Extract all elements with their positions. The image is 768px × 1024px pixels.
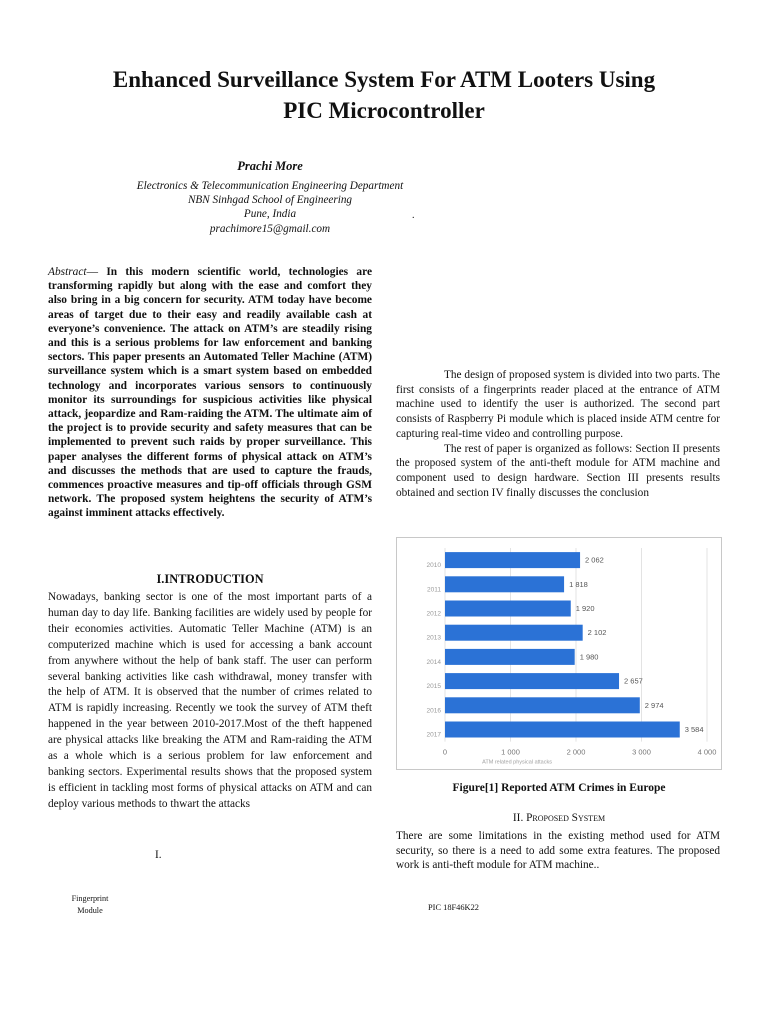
x-tick-label: 2 000 <box>566 747 586 757</box>
bar <box>445 601 571 617</box>
abstract <box>48 265 372 521</box>
bar <box>445 649 575 665</box>
affiliation-email: prachimore15@gmail.com <box>209 222 331 235</box>
bar <box>445 722 680 738</box>
introduction-body <box>48 590 372 813</box>
bar <box>445 576 564 592</box>
fingerprint-label-line-1: Fingerprint <box>71 894 109 903</box>
chart-svg <box>397 538 721 769</box>
organization-paragraph: The rest of paper is organized as follows: Section II presents the proposed system of the anti-theft module for ATM machine and component used to design hardware. Section III presents results obtained and section IV finally discusses the conclusion <box>396 442 720 499</box>
author-name: Prachi More <box>237 159 303 173</box>
y-tick-label: 2012 <box>426 610 441 618</box>
y-tick-label: 2010 <box>426 562 441 570</box>
section-2-body: There are some limitations in the existing method used for ATM security, so there is a need to add some extra features. The proposed work is anti-theft module for ATM machine.. <box>396 830 720 872</box>
bar <box>445 552 580 568</box>
fingerprint-label-line-2: Module <box>77 906 103 915</box>
data-label: 3 584 <box>684 725 704 734</box>
data-label: 1 920 <box>575 604 595 613</box>
paper-title <box>40 64 728 126</box>
bar <box>445 673 619 689</box>
introduction-paragraph: Nowadays, banking sector is one of the most important parts of a human day to day life. Banking facilities are widely used by people for their economies activities. Automatic Teller Machine (ATM) is an computerized machine which is used for accessing a bank account from anywhere without the help of bank staff. The user can perform several banking activities like cash withdrawal, money transfer with the help of ATM. It is observed that the number of crimes related to ATM is rapidly increasing. Recently we took the survey of ATM theft happened in the year between 2010-2017.Most of the theft happened are physical attacks like breaking the ATM and Ram-raiding the ATM as a whole which is a serious problem for law enforcement and banking sectors. Experimental results shows that the proposed system is efficient in tackling most forms of physical attacks on ATM and can deploy various methods to thwart the attacks <box>48 591 372 810</box>
y-tick-label: 2011 <box>427 586 441 594</box>
bar <box>445 697 640 713</box>
title-line-1: Enhanced Surveillance System For ATM Looters Using <box>112 67 656 92</box>
title-line-2: PIC Microcontroller <box>283 98 485 123</box>
author-affiliation <box>30 179 510 236</box>
y-tick-label: 2017 <box>426 731 441 739</box>
affiliation-school: NBN Sinhgad School of Engineering <box>187 194 353 207</box>
y-tick-label: 2013 <box>426 634 441 642</box>
right-column-intro <box>396 368 720 500</box>
bar <box>445 625 583 641</box>
x-axis-label: ATM related physical attacks <box>482 759 553 766</box>
figure-caption: Figure[1] Reported ATM Crimes in Europe <box>452 782 666 794</box>
x-tick-label: 3 000 <box>632 747 651 757</box>
data-label: 2 102 <box>587 628 607 638</box>
section-2-number: II. <box>512 812 527 824</box>
data-label: 1 980 <box>579 652 599 662</box>
abstract-dash: — <box>86 266 107 278</box>
stray-dot: . <box>412 210 415 221</box>
data-label: 2 062 <box>585 555 604 565</box>
abstract-text: In this modern scientific world, technologies are transforming rapidly but along with the ease and comfort they also bring in a big concern for security. ATM today have become areas of target due to their easy and readily available cash at everyone’s convenience. The attack on ATM’s are steadily rising and this is a serious problems for law enforcement and banking sectors. This paper presents an Automated Teller Machine (ATM) surveillance system which is a smart system based on embedded technology and incorporates various sensors to continuously monitor its surroundings for suspicious activities like physical attack, jeopardize and Ram-raiding the ATM. The ultimate aim of the project is to provide security and safety measures that can be implemented to prevent such raids by proper surveillance. This paper analyses the different forms of physical attack on ATM’s and discusses the methods that are used to capture the frauds, commences proactive measures and tip-off officials through GSM network. The proposed system heightens the security of ATM’s against imminent attacks effectively. <box>48 266 372 520</box>
fingerprint-module-label <box>60 893 120 917</box>
introduction-heading: I.INTRODUCTION <box>156 572 264 586</box>
design-paragraph: The design of proposed system is divided into two parts. The first consists of a fingerprints reader placed at the entrance of ATM machine used to identify the user is authorized. The second part consists of Raspberry Pi module which is placed inside ATM centre for capturing real-time video and controlling purpose. <box>396 369 720 440</box>
y-tick-label: 2016 <box>426 707 441 715</box>
y-tick-label: 2014 <box>426 658 441 666</box>
atm-crimes-chart <box>396 537 722 770</box>
abstract-label: Abstract <box>48 266 87 278</box>
data-label: 2 657 <box>624 676 643 686</box>
x-tick-label: 4 000 <box>697 747 717 757</box>
stray-roman-numeral: I. <box>155 849 162 861</box>
section-2-title: Proposed System <box>526 812 606 824</box>
section-2-heading <box>396 812 722 824</box>
pic-microcontroller-label: PIC 18F46K22 <box>428 903 479 912</box>
x-tick-label: 1 000 <box>501 747 520 757</box>
data-label: 2 974 <box>644 700 664 710</box>
affiliation-city: Pune, India <box>243 208 297 221</box>
x-tick-label: 0 <box>442 747 448 757</box>
data-label: 1 818 <box>569 579 588 589</box>
affiliation-department: Electronics & Telecommunication Engineering Department <box>136 180 404 192</box>
y-tick-label: 2015 <box>426 683 441 691</box>
